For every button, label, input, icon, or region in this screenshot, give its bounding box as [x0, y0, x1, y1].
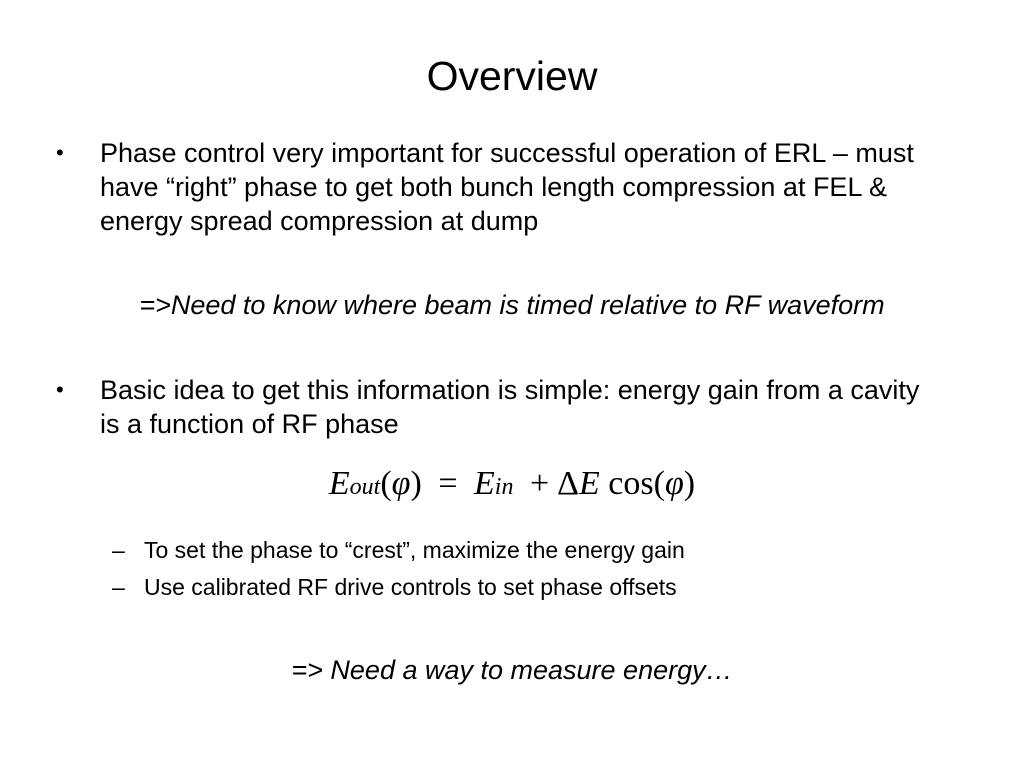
- eq-cos-close: ): [683, 465, 696, 502]
- conclusion-note: =>Need to know where beam is timed relative to RF waveform: [139, 290, 885, 320]
- bullet-marker: •: [56, 377, 64, 402]
- bullet-item: [56, 373, 936, 441]
- eq-cos-open: (: [653, 465, 665, 502]
- eq-in-sub: in: [494, 474, 514, 500]
- eq-in-var: E: [474, 465, 495, 502]
- slide-title: Overview: [426, 53, 598, 99]
- eq-cos: cos: [608, 465, 654, 502]
- bullet-text: Basic idea to get this information is simple: energy gain from a cavity is a function of RF phase: [100, 375, 920, 439]
- eq-lhs-var: E: [328, 465, 350, 502]
- eq-open-paren: (: [380, 465, 392, 502]
- sub-bullet-text: To set the phase to “crest”, maximize the energy gain: [144, 537, 685, 563]
- eq-equals: =: [438, 465, 458, 502]
- eq-close-paren: ): [410, 465, 422, 502]
- eq-plus: +: [529, 465, 550, 502]
- conclusion-note: => Need a way to measure energy…: [291, 655, 733, 685]
- eq-delta: Δ: [557, 465, 580, 502]
- eq-cos-phi: φ: [664, 465, 684, 502]
- sub-bullet-item: [112, 572, 932, 602]
- eq-lhs-sub: out: [349, 474, 381, 500]
- eq-phi: φ: [391, 465, 411, 502]
- sub-bullet-item: [112, 535, 932, 565]
- bullet-text: Phase control very important for successful operation of ERL – must have “right” phase to get both bunch length compression at FEL & energy spread compression at dump: [100, 138, 914, 236]
- bullet-item: [56, 136, 936, 238]
- energy-equation: [0, 462, 1024, 509]
- bullet-marker: •: [56, 140, 64, 165]
- eq-delta-var: E: [579, 465, 600, 502]
- sub-bullet-marker: –: [112, 537, 125, 563]
- sub-bullet-marker: –: [112, 574, 125, 600]
- sub-bullet-text: Use calibrated RF drive controls to set phase offsets: [144, 574, 677, 600]
